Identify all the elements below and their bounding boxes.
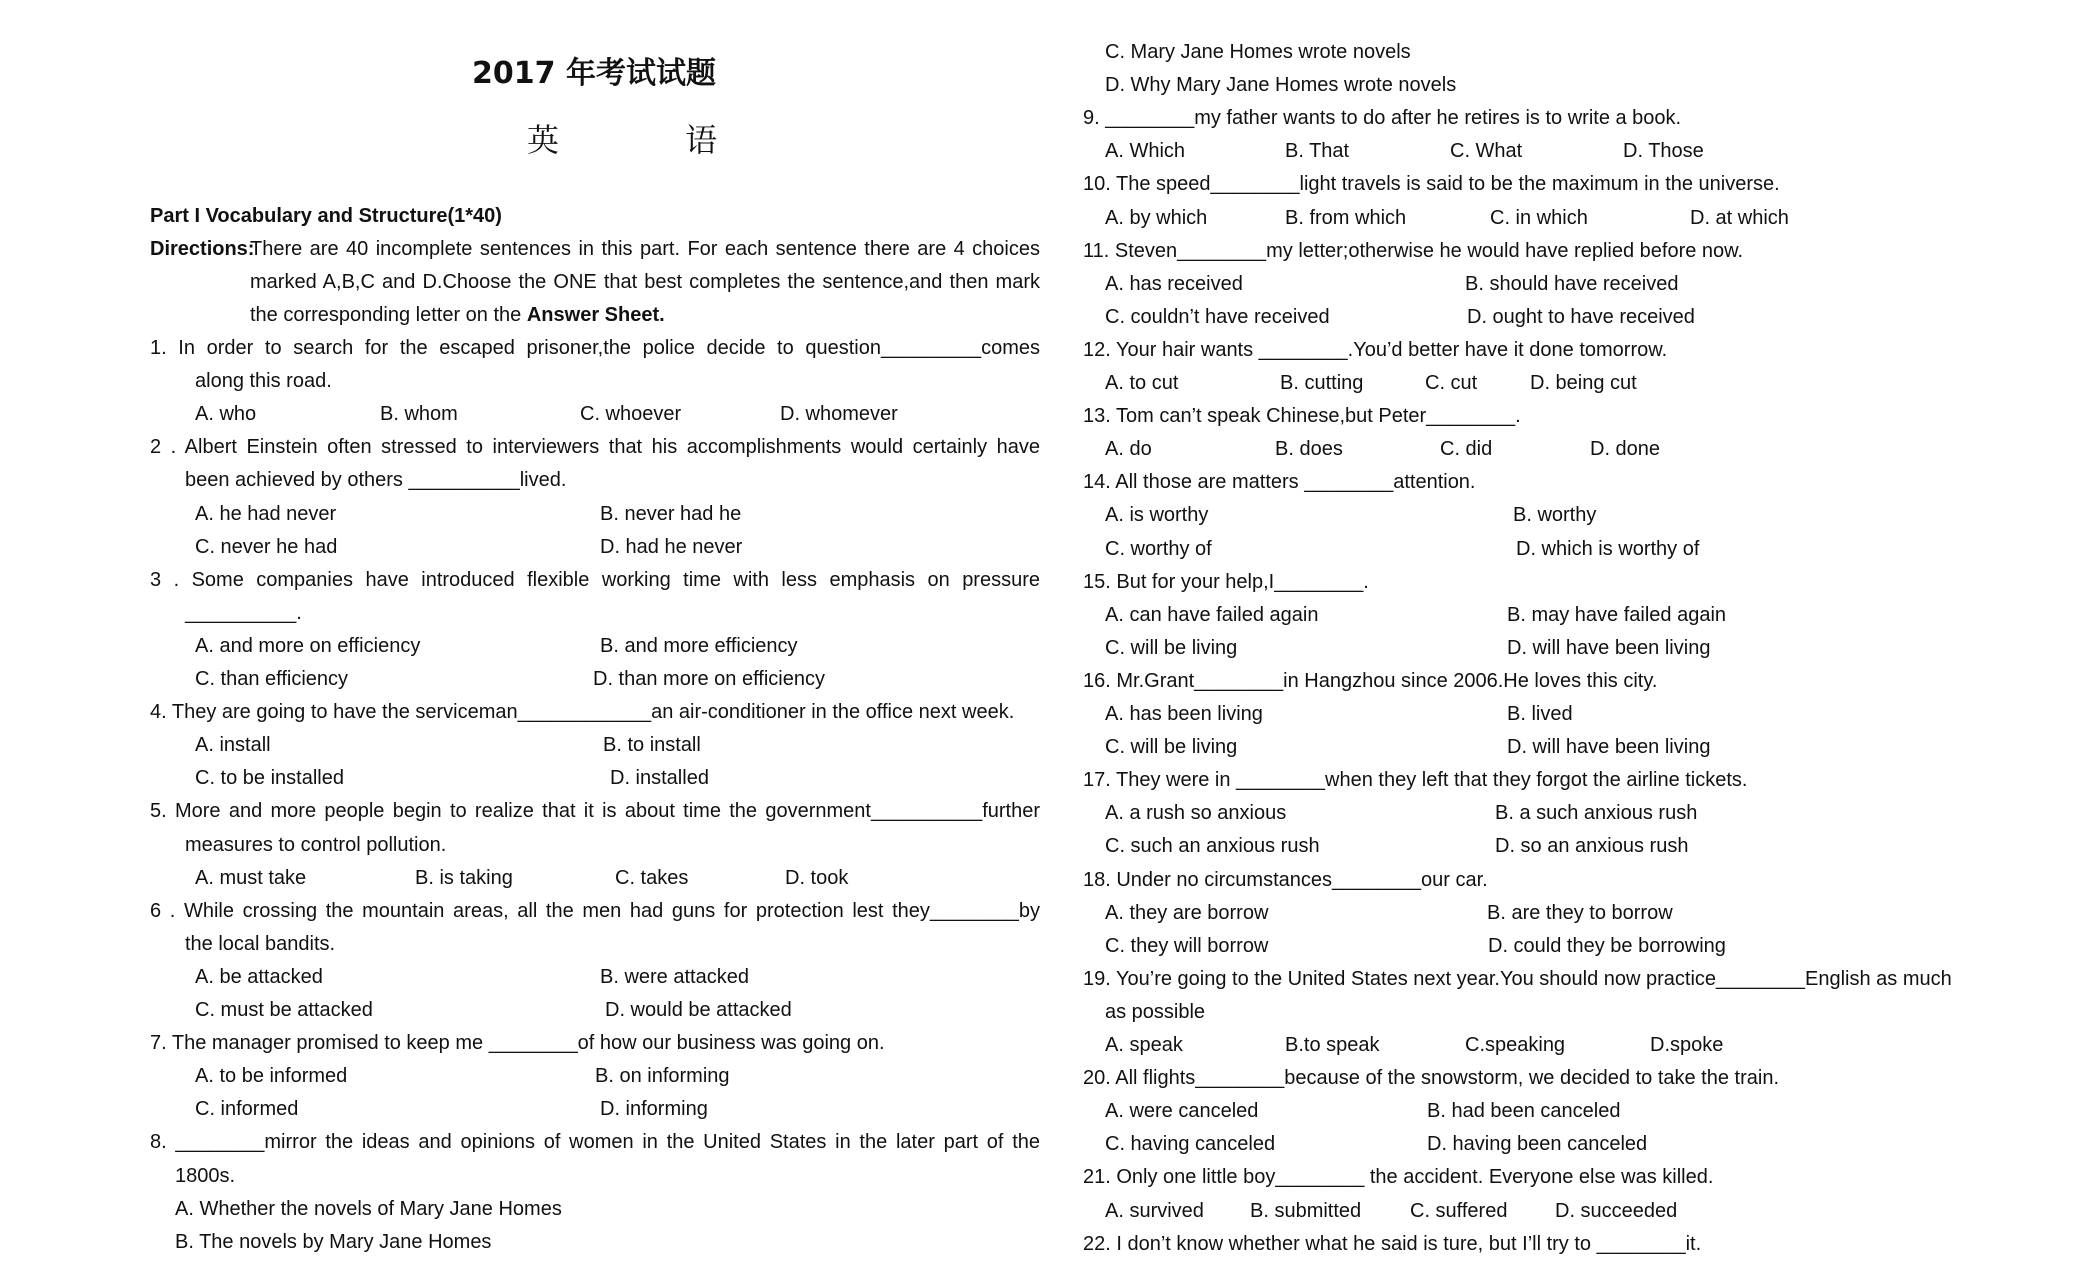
question-line: 4. They are going to have the serviceman____________an air-conditioner in the office next week.: [150, 701, 1015, 724]
answer-sheet-label: Answer Sheet.: [526, 304, 665, 326]
question-line: 20. All flights________because of the snowstorm, we decided to take the train.: [1083, 1067, 1779, 1090]
answer-option[interactable]: A. be attacked: [195, 965, 323, 988]
answer-option[interactable]: C. never he had: [195, 535, 338, 558]
question-line: C. Mary Jane Homes wrote novels: [1105, 41, 1411, 63]
answer-option[interactable]: C. takes: [615, 866, 689, 889]
question-line: A. Whether the novels of Mary Jane Homes: [175, 1197, 562, 1220]
answer-option[interactable]: B. are they to borrow: [1487, 901, 1673, 924]
directions-line-2: marked A,B,C and D.Choose the ONE that best completes the sentence,and then mark: [250, 271, 1040, 293]
question-line: 9. ________my father wants to do after he retires is to write a book.: [1083, 107, 1682, 130]
answer-option[interactable]: C. informed: [195, 1098, 299, 1121]
exam-title: 2017 年考试试题: [472, 56, 716, 91]
question-line: 17. They were in ________when they left that they forgot the airline tickets.: [1083, 769, 1748, 792]
answer-option[interactable]: C. worthy of: [1105, 537, 1212, 560]
answer-option[interactable]: C. whoever: [580, 403, 682, 426]
answer-option[interactable]: D. could they be borrowing: [1488, 934, 1726, 957]
question-line: B. The novels by Mary Jane Homes: [175, 1230, 492, 1253]
answer-option[interactable]: B. may have failed again: [1507, 603, 1727, 626]
answer-option[interactable]: D. done: [1590, 438, 1661, 461]
answer-option[interactable]: A. must take: [195, 866, 307, 889]
answer-option[interactable]: A. Which: [1105, 140, 1186, 163]
answer-option[interactable]: C. will be living: [1105, 636, 1238, 659]
answer-option[interactable]: D. having been canceled: [1427, 1133, 1648, 1156]
question-line: 19. You’re going to the United States next year.You should now practice________English as much: [1083, 967, 1952, 990]
question-line: 15. But for your help,I________.: [1083, 570, 1369, 593]
answer-option[interactable]: C. than efficiency: [195, 668, 349, 690]
answer-option[interactable]: C. What: [1450, 140, 1523, 163]
answer-option[interactable]: D. will have been living: [1507, 636, 1711, 659]
question-line: 2 . Albert Einstein often stressed to interviewers that his accomplishments would certainly have: [150, 436, 1040, 459]
answer-option[interactable]: B.to speak: [1285, 1034, 1380, 1056]
answer-option[interactable]: B. whom: [380, 403, 458, 426]
answer-option[interactable]: D. so an anxious rush: [1495, 835, 1689, 858]
answer-option[interactable]: B. never had he: [600, 502, 742, 525]
answer-option[interactable]: A. a rush so anxious: [1105, 802, 1287, 825]
answer-option[interactable]: C. they will borrow: [1105, 934, 1269, 957]
answer-option[interactable]: C. couldn’t have received: [1105, 305, 1330, 328]
answer-option[interactable]: D. had he never: [600, 535, 743, 558]
answer-option[interactable]: B. submitted: [1250, 1199, 1362, 1222]
answer-option[interactable]: D. Those: [1623, 140, 1704, 163]
answer-option[interactable]: D. ought to have received: [1467, 305, 1695, 328]
question-line: along this road.: [195, 370, 332, 393]
answer-option[interactable]: C. will be living: [1105, 736, 1238, 759]
directions-line-1: There are 40 incomplete sentences in this part. For each sentence there are 4 choices: [250, 238, 1040, 260]
answer-option[interactable]: B. That: [1285, 140, 1350, 163]
answer-option[interactable]: C. such an anxious rush: [1105, 835, 1320, 858]
answer-option[interactable]: B. lived: [1507, 703, 1573, 725]
answer-option[interactable]: A. is worthy: [1105, 504, 1209, 527]
answer-option[interactable]: B. to install: [603, 734, 701, 757]
answer-option[interactable]: D. installed: [610, 767, 709, 790]
answer-option[interactable]: A. by which: [1105, 206, 1208, 229]
question-line: 7. The manager promised to keep me ________of how our business was going on.: [150, 1032, 885, 1055]
question-line: 5. More and more people begin to realize that it is about time the government__________further: [150, 800, 1040, 823]
answer-option[interactable]: A. and more on efficiency: [195, 634, 421, 657]
answer-option[interactable]: B. cutting: [1280, 372, 1364, 394]
answer-option[interactable]: A. survived: [1105, 1199, 1204, 1222]
answer-option[interactable]: D. would be attacked: [605, 999, 792, 1021]
answer-option[interactable]: D. than more on efficiency: [593, 668, 825, 690]
answer-option[interactable]: D. will have been living: [1507, 736, 1711, 759]
answer-option[interactable]: D. took: [785, 866, 849, 889]
answer-option[interactable]: C.speaking: [1465, 1034, 1566, 1056]
question-line: 14. All those are matters ________attention.: [1083, 471, 1476, 494]
question-line: 1. In order to search for the escaped prisoner,the police decide to question_________comes: [150, 337, 1040, 359]
answer-option[interactable]: A. to be informed: [195, 1065, 348, 1088]
answer-option[interactable]: D.spoke: [1650, 1034, 1724, 1056]
question-line: measures to control pollution.: [185, 833, 447, 856]
answer-option[interactable]: C. must be attacked: [195, 999, 373, 1021]
question-line: 16. Mr.Grant________in Hangzhou since 2006.He loves this city.: [1083, 669, 1658, 692]
answer-option[interactable]: C. cut: [1425, 372, 1478, 394]
answer-option[interactable]: D. which is worthy of: [1516, 537, 1700, 560]
answer-option[interactable]: A. they are borrow: [1105, 901, 1269, 924]
question-line: 22. I don’t know whether what he said is ture, but I’ll try to ________it.: [1083, 1232, 1702, 1255]
answer-option[interactable]: B. had been canceled: [1427, 1100, 1621, 1123]
question-line: __________.: [185, 601, 302, 624]
question-line: as possible: [1105, 1000, 1206, 1023]
answer-option[interactable]: B. is taking: [415, 866, 513, 889]
answer-option[interactable]: A. has been living: [1105, 703, 1263, 725]
answer-option[interactable]: B. a such anxious rush: [1495, 802, 1698, 825]
answer-option[interactable]: C. suffered: [1410, 1199, 1508, 1222]
answer-option[interactable]: D. at which: [1690, 206, 1789, 229]
answer-option[interactable]: A. were canceled: [1105, 1100, 1259, 1123]
question-line: 21. Only one little boy________ the accident. Everyone else was killed.: [1083, 1166, 1714, 1189]
answer-option[interactable]: B. should have received: [1465, 272, 1679, 295]
answer-option[interactable]: B. and more efficiency: [600, 634, 798, 657]
question-line: the local bandits.: [185, 932, 336, 955]
question-line: 1800s.: [175, 1164, 236, 1187]
part-heading: Part I Vocabulary and Structure(1*40): [150, 205, 502, 227]
question-line: D. Why Mary Jane Homes wrote novels: [1105, 74, 1457, 97]
question-line: 3 . Some companies have introduced flexible working time with less emphasis on pressure: [150, 568, 1040, 591]
question-line: 18. Under no circumstances________our car.: [1083, 868, 1488, 891]
directions-line-3: [250, 301, 665, 329]
answer-option[interactable]: A. install: [195, 734, 271, 757]
answer-option[interactable]: A. do: [1105, 438, 1152, 461]
answer-option[interactable]: A. he had never: [195, 502, 337, 525]
answer-option[interactable]: B. on informing: [595, 1065, 730, 1088]
answer-option[interactable]: C. having canceled: [1105, 1133, 1276, 1156]
question-line: 6 . While crossing the mountain areas, all the men had guns for protection lest they________by: [150, 899, 1040, 922]
question-line: been achieved by others __________lived.: [185, 469, 567, 492]
question-line: 10. The speed________light travels is said to be the maximum in the universe.: [1083, 173, 1780, 196]
question-line: 11. Steven________my letter;otherwise he would have replied before now.: [1083, 239, 1744, 262]
answer-option[interactable]: C. to be installed: [195, 767, 344, 790]
answer-option[interactable]: B. does: [1275, 438, 1343, 461]
answer-option[interactable]: A. to cut: [1105, 372, 1179, 394]
question-line: 13. Tom can’t speak Chinese,but Peter________.: [1083, 405, 1521, 428]
directions-line-3-text: the corresponding letter on the: [250, 304, 527, 326]
answer-option[interactable]: D. succeeded: [1555, 1199, 1678, 1222]
question-line: 12. Your hair wants ________.You’d better have it done tomorrow.: [1083, 338, 1668, 361]
answer-option[interactable]: A. speak: [1105, 1034, 1183, 1056]
answer-option[interactable]: D. whomever: [780, 403, 898, 426]
answer-option[interactable]: D. informing: [600, 1098, 708, 1121]
answer-option[interactable]: C. in which: [1490, 206, 1588, 229]
question-line: 8. ________mirror the ideas and opinions of women in the United States in the later part of the: [150, 1131, 1040, 1154]
answer-option[interactable]: B. worthy: [1513, 504, 1597, 527]
answer-option[interactable]: C. did: [1440, 438, 1493, 461]
answer-option[interactable]: D. being cut: [1530, 372, 1637, 394]
answer-option[interactable]: A. can have failed again: [1105, 603, 1319, 626]
answer-option[interactable]: B. were attacked: [600, 965, 749, 988]
answer-option[interactable]: A. has received: [1105, 272, 1243, 295]
directions-label: Directions:: [150, 238, 255, 260]
subject-title: 英 语: [527, 121, 776, 159]
answer-option[interactable]: A. who: [195, 403, 257, 426]
answer-option[interactable]: B. from which: [1285, 206, 1407, 229]
